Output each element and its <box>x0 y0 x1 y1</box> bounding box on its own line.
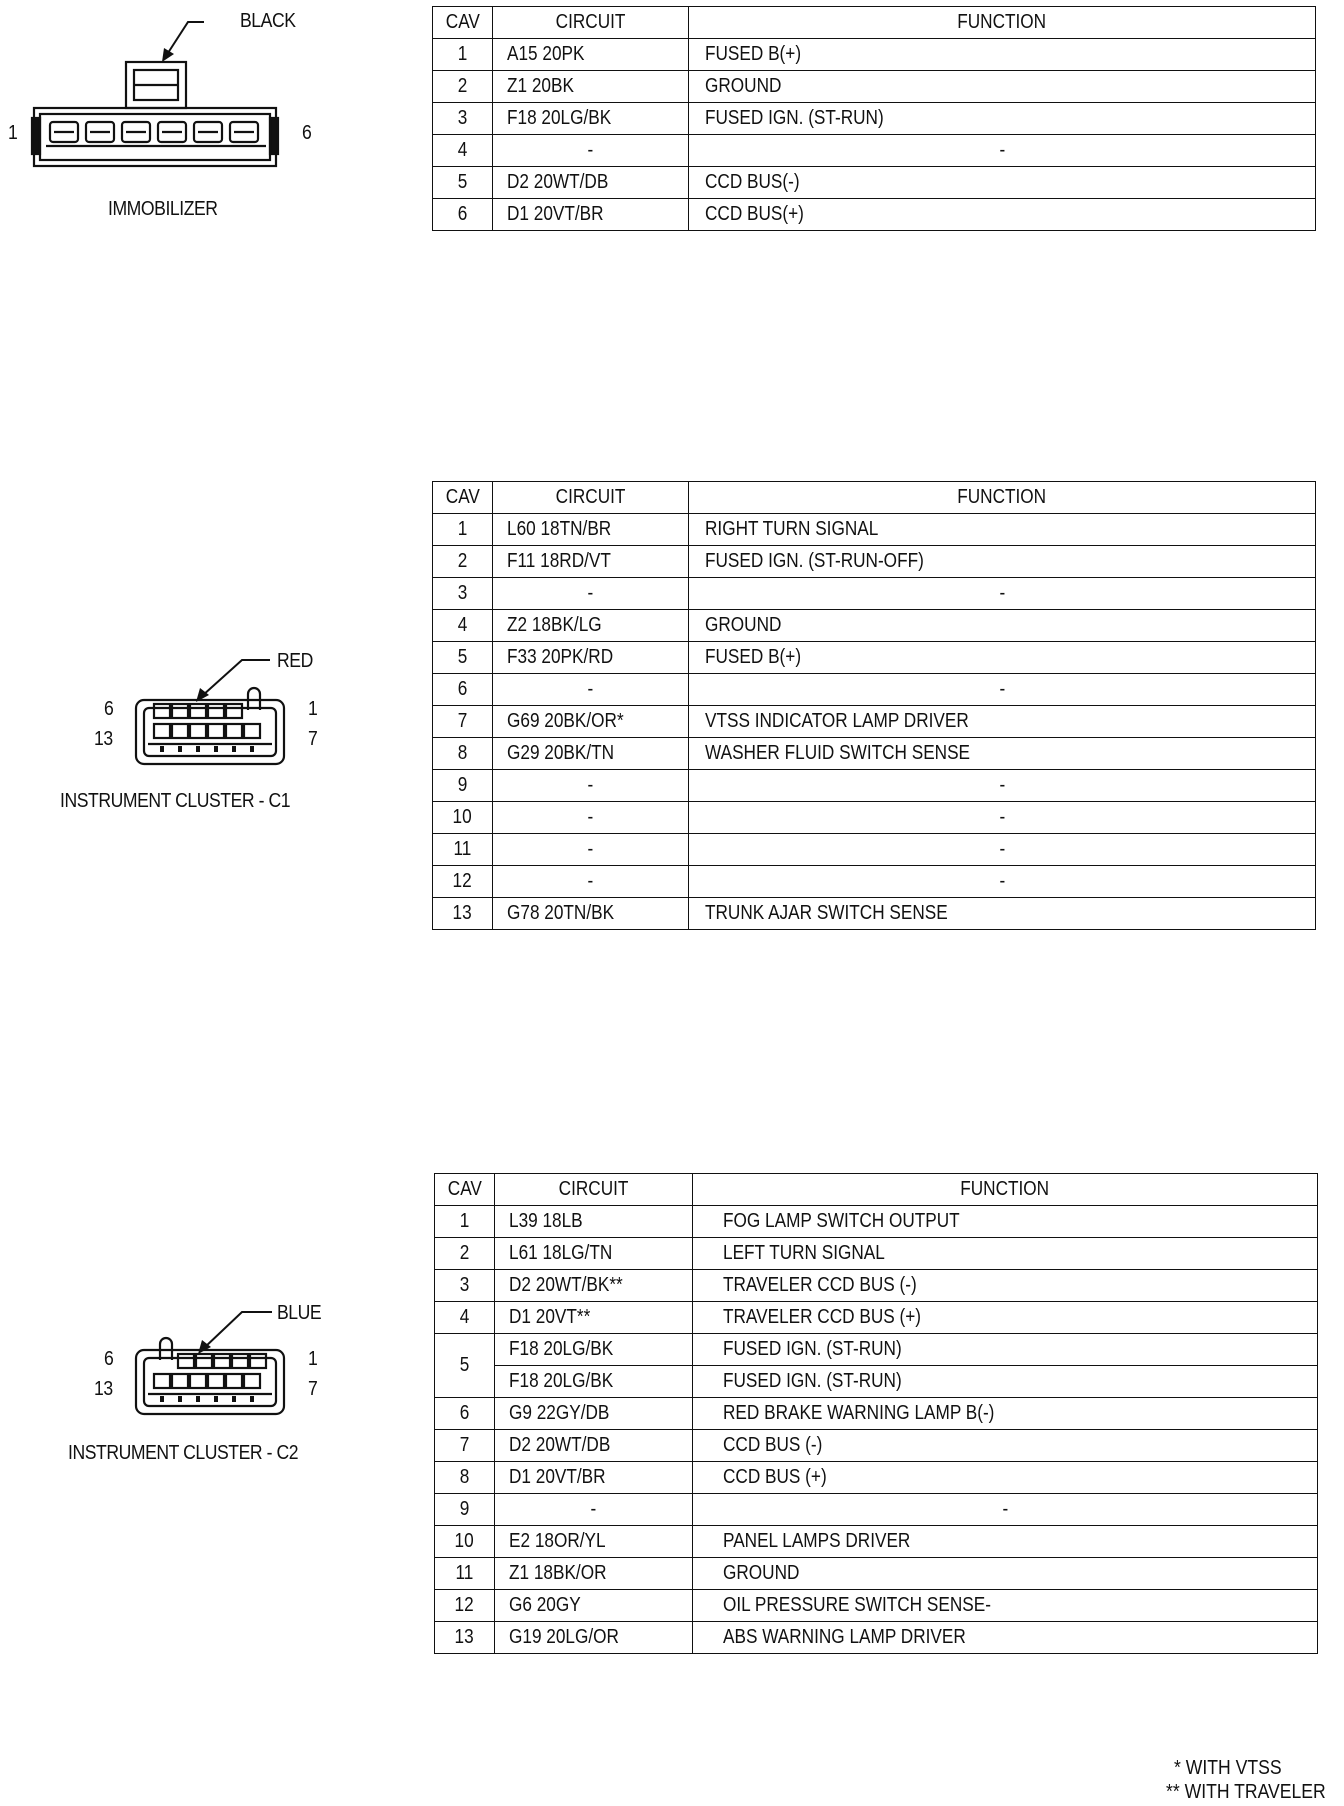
table-header-row <box>435 1174 1318 1206</box>
table-row: 8 G29 20BK/TN WASHER FLUID SWITCH SENSE <box>433 738 1316 770</box>
table-row: 6 - - <box>433 674 1316 706</box>
connector-color-label: BLUE <box>277 1302 322 1324</box>
header-cav: CAV <box>435 1174 495 1206</box>
table-row: 11 - - <box>433 834 1316 866</box>
table-row: F18 20LG/BK FUSED IGN. (ST-RUN) <box>435 1366 1318 1398</box>
pin-label-bottom-right: 7 <box>308 728 318 750</box>
table-row: 11 Z1 18BK/OR GROUND <box>435 1558 1318 1590</box>
table-row: 9 - - <box>433 770 1316 802</box>
table-row: 2 F11 18RD/VT FUSED IGN. (ST-RUN-OFF) <box>433 546 1316 578</box>
connector-name: INSTRUMENT CLUSTER - C1 <box>60 790 291 812</box>
connector-name: IMMOBILIZER <box>108 198 218 220</box>
header-cav: CAV <box>433 482 493 514</box>
table-row: 6 G9 22GY/DB RED BRAKE WARNING LAMP B(-) <box>435 1398 1318 1430</box>
header-cav: CAV <box>433 7 493 39</box>
connector-color-label: BLACK <box>240 10 296 32</box>
table-row: 5 D2 20WT/DB CCD BUS(-) <box>433 167 1316 199</box>
cluster-c1-pinout-table <box>432 481 1316 930</box>
cluster-c2-pinout-table <box>434 1173 1318 1654</box>
table-row: 1 L39 18LB FOG LAMP SWITCH OUTPUT <box>435 1206 1318 1238</box>
table-row: 3 D2 20WT/BK** TRAVELER CCD BUS (-) <box>435 1270 1318 1302</box>
color-leader-arrow <box>196 1302 276 1356</box>
pin-label-top-left: 6 <box>104 1348 114 1370</box>
footnote-vtss: * WITH VTSS <box>1174 1757 1282 1779</box>
header-circuit: CIRCUIT <box>493 482 689 514</box>
color-leader-arrow <box>194 650 274 704</box>
connector-name: INSTRUMENT CLUSTER - C2 <box>68 1442 299 1464</box>
table-row: 8 D1 20VT/BR CCD BUS (+) <box>435 1462 1318 1494</box>
table-row: 4 Z2 18BK/LG GROUND <box>433 610 1316 642</box>
table-row: 10 - - <box>433 802 1316 834</box>
header-circuit: CIRCUIT <box>495 1174 693 1206</box>
table-row: 5 F33 20PK/RD FUSED B(+) <box>433 642 1316 674</box>
immobilizer-pinout-table <box>432 6 1316 231</box>
immobilizer-connector-drawing <box>28 48 290 180</box>
header-function: FUNCTION <box>693 1174 1318 1206</box>
table-row: 4 D1 20VT** TRAVELER CCD BUS (+) <box>435 1302 1318 1334</box>
pin-label-bottom-left: 13 <box>94 1378 113 1400</box>
header-circuit: CIRCUIT <box>493 7 689 39</box>
table-row: 12 - - <box>433 866 1316 898</box>
table-row: 1 A15 20PK FUSED B(+) <box>433 39 1316 71</box>
table-row: 1 L60 18TN/BR RIGHT TURN SIGNAL <box>433 514 1316 546</box>
pin-label-last: 6 <box>302 122 312 144</box>
table-row: 4 - - <box>433 135 1316 167</box>
table-row: 3 - - <box>433 578 1316 610</box>
table-row: 7 G69 20BK/OR* VTSS INDICATOR LAMP DRIVER <box>433 706 1316 738</box>
footnote-traveler: ** WITH TRAVELER <box>1166 1781 1326 1803</box>
table-row: 5 F18 20LG/BK FUSED IGN. (ST-RUN) <box>435 1334 1318 1366</box>
header-function: FUNCTION <box>689 7 1316 39</box>
table-row: 10 E2 18OR/YL PANEL LAMPS DRIVER <box>435 1526 1318 1558</box>
pin-label-bottom-right: 7 <box>308 1378 318 1400</box>
connector-color-label: RED <box>277 650 313 672</box>
pin-label-first: 1 <box>8 122 18 144</box>
color-leader-arrow <box>160 12 240 64</box>
pin-label-top-left: 6 <box>104 698 114 720</box>
table-header-row <box>433 482 1316 514</box>
pin-label-bottom-left: 13 <box>94 728 113 750</box>
table-row: 13 G78 20TN/BK TRUNK AJAR SWITCH SENSE <box>433 898 1316 930</box>
table-header-row <box>433 7 1316 39</box>
table-row: 6 D1 20VT/BR CCD BUS(+) <box>433 199 1316 231</box>
table-row: 12 G6 20GY OIL PRESSURE SWITCH SENSE- <box>435 1590 1318 1622</box>
pin-label-top-right: 1 <box>308 1348 318 1370</box>
table-row: 9 - - <box>435 1494 1318 1526</box>
table-row: 13 G19 20LG/OR ABS WARNING LAMP DRIVER <box>435 1622 1318 1654</box>
header-function: FUNCTION <box>689 482 1316 514</box>
table-row: 7 D2 20WT/DB CCD BUS (-) <box>435 1430 1318 1462</box>
table-row: 2 Z1 20BK GROUND <box>433 71 1316 103</box>
table-row: 2 L61 18LG/TN LEFT TURN SIGNAL <box>435 1238 1318 1270</box>
table-row: 3 F18 20LG/BK FUSED IGN. (ST-RUN) <box>433 103 1316 135</box>
pin-label-top-right: 1 <box>308 698 318 720</box>
